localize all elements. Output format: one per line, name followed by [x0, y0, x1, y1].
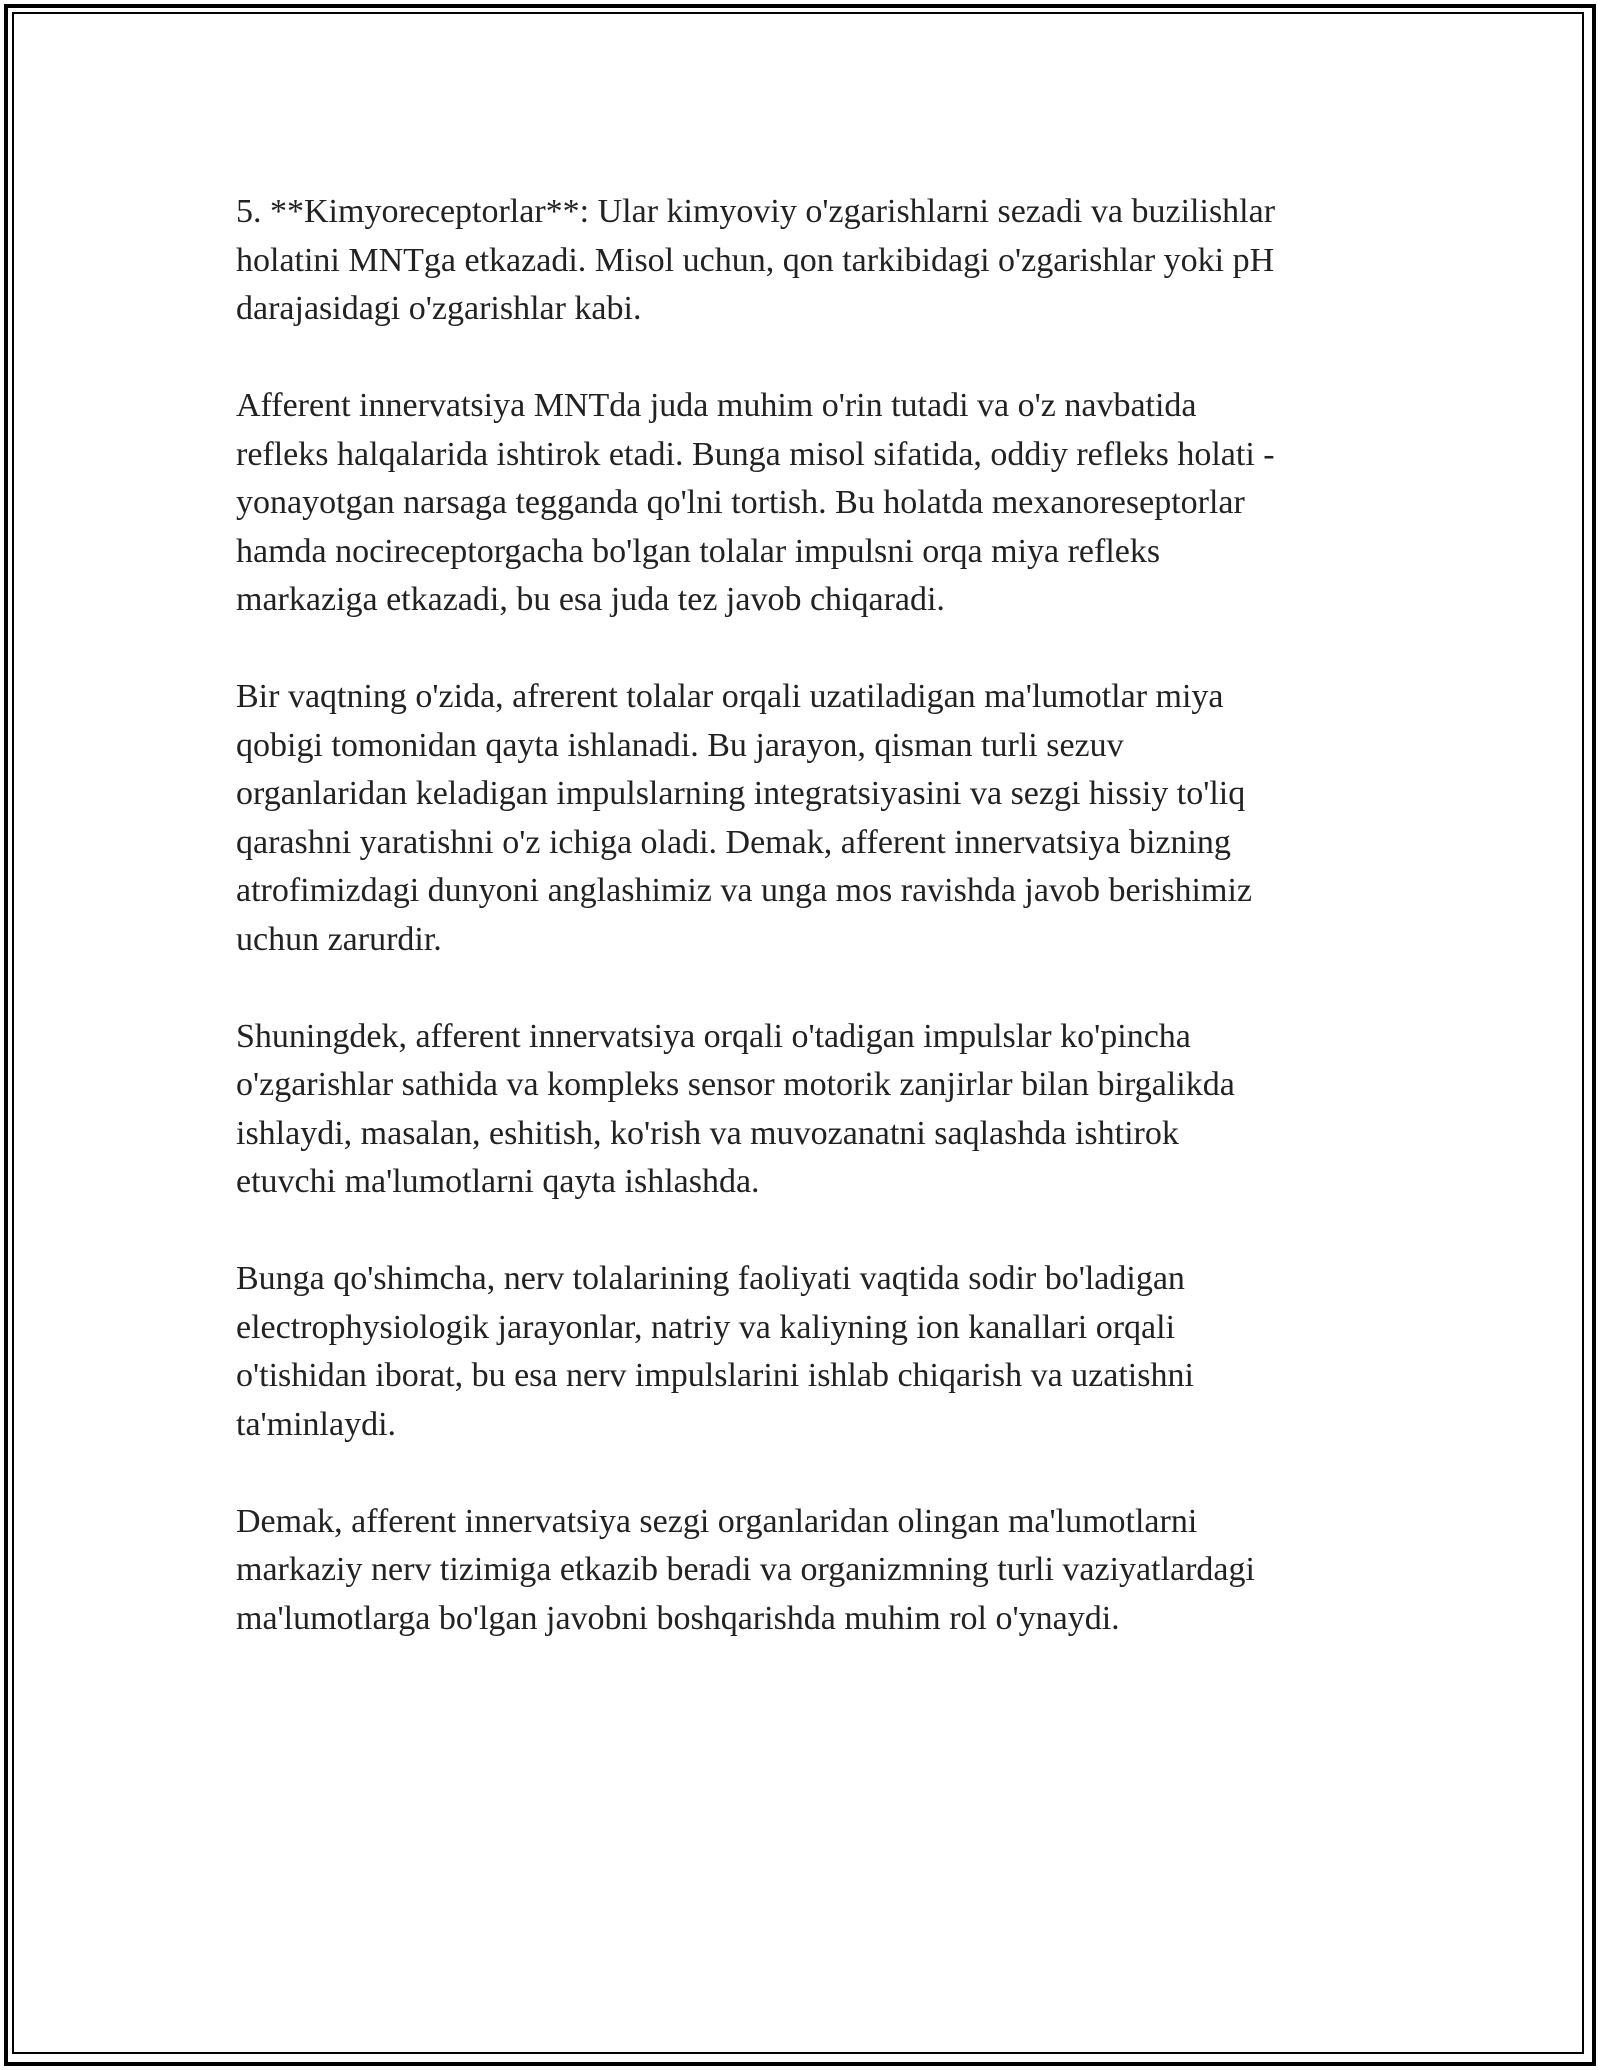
paragraph-cortex-processing: Bir vaqtning o'zida, afrerent tolalar orqali uzatiladigan ma'lumotlar miya qobigi tomonidan qayta ishlanadi. Bu jarayon, qisman turli sezuv organlaridan keladigan impulslarning integratsiyasini va sezgi hissiy to'liq qarashni yaratishni o'z ichiga oladi. Demak, afferent innervatsiya bizning atrofimizdagi dunyoni anglashimiz va unga mos ravishda javob berishimiz uchun zarurdir. [236, 678, 1252, 958]
paragraph-electrophysiology: Bunga qo'shimcha, nerv tolalarining faoliyati vaqtida sodir bo'ladigan electrophysiologik jarayonlar, natriy va kaliyning ion kanallari orqali o'tishidan iborat, bu esa nerv impulslarini ishlab chiqarish va uzatishni ta'minlaydi. [236, 1260, 1194, 1443]
document-body [236, 188, 1376, 1692]
paragraph-sensory-motor: Shuningdek, afferent innervatsiya orqali o'tadigan impulslar ko'pincha o'zgarishlar sathida va kompleks sensor motorik zanjirlar bilan birgalikda ishlaydi, masalan, eshitish, ko'rish va muvozanatni saqlashda ishtirok etuvchi ma'lumotlarni qayta ishlashda. [236, 1017, 1235, 1200]
paragraph-reflex: Afferent innervatsiya MNTda juda muhim o'rin tutadi va o'z navbatida refleks halqalarida ishtirok etadi. Bunga misol sifatida, oddiy refleks holati - yonayotgan narsaga tegganda qo'lni tortish. Bu holatda mexanoreseptorlar hamda nocireceptorgacha bo'lgan tolalar impulsni orqa miya refleks markaziga etkazadi, bu esa juda tez javob chiqaradi. [236, 387, 1275, 618]
paragraph-conclusion: Demak, afferent innervatsiya sezgi organlaridan olingan ma'lumotlarni markaziy nerv tizimiga etkazib beradi va organizmning turli vaziyatlardagi ma'lumotlarga bo'lgan javobni boshqarishda muhim rol o'ynaydi. [236, 1502, 1255, 1637]
paragraph-chemoreceptors: 5. **Kimyoreceptorlar**: Ular kimyoviy o'zgarishlarni sezadi va buzilishlar holatini MNTga etkazadi. Misol uchun, qon tarkibidagi o'zgarishlar yoki pH darajasidagi o'zgarishlar kabi. [236, 193, 1276, 327]
